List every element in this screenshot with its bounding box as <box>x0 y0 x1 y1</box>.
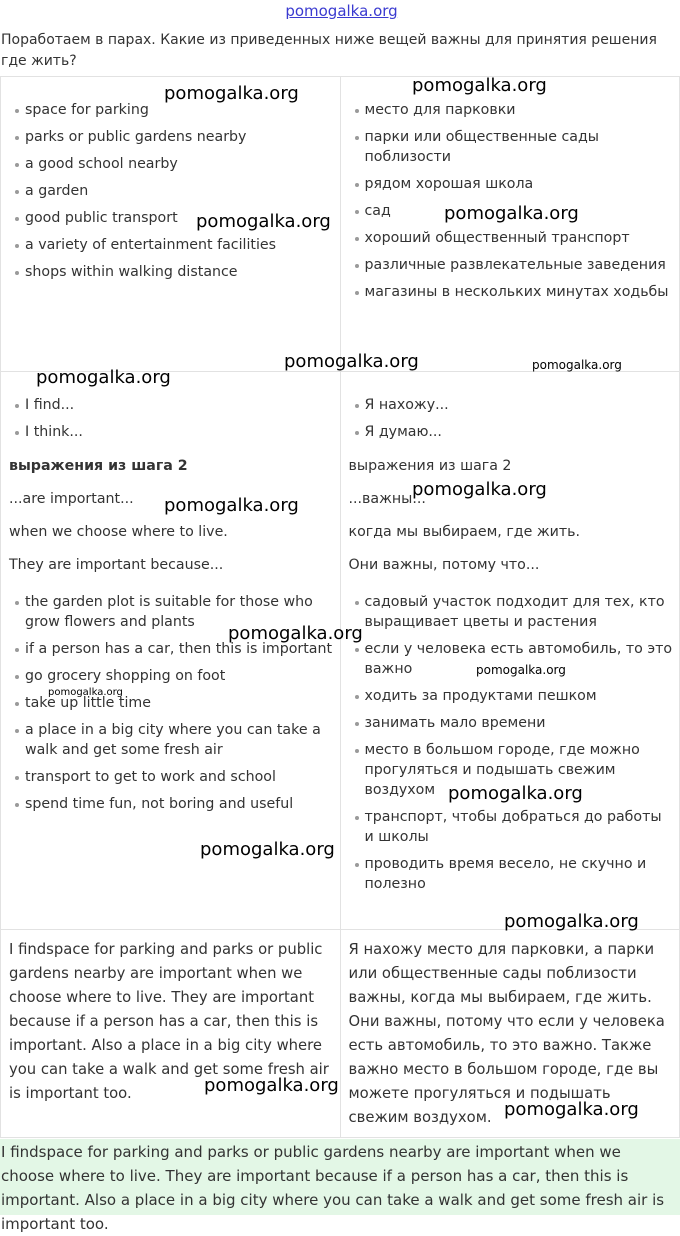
watermark: pomogalka.org <box>204 1075 339 1096</box>
list-item: Я нахожу... <box>349 395 674 415</box>
list-item: ходить за продуктами пешком <box>349 686 674 706</box>
list-item: spend time fun, not boring and useful <box>9 794 334 814</box>
list-item: если у человека есть автомобиль, то это важно <box>349 639 674 679</box>
watermark: pomogalka.org <box>504 1099 639 1120</box>
watermark: pomogalka.org <box>196 211 331 232</box>
list-item: транспорт, чтобы добраться до работы и школы <box>349 807 674 847</box>
vocabulary-russian-list <box>349 100 674 302</box>
watermark: pomogalka.org <box>412 479 547 500</box>
watermark: pomogalka.org <box>164 495 299 516</box>
list-item: хороший общественный транспорт <box>349 228 674 248</box>
phrases-table <box>0 76 680 1138</box>
expressions-heading: выражения из шага 2 <box>9 458 188 474</box>
watermark: pomogalka.org <box>200 839 335 860</box>
list-item: transport to get to work and school <box>9 767 334 787</box>
watermark: pomogalka.org <box>476 663 566 677</box>
list-item: if a person has a car, then this is important <box>9 639 334 659</box>
list-item: the garden plot is suitable for those who grow flowers and plants <box>9 592 334 632</box>
openers-russian-list <box>349 395 674 442</box>
list-item: good public transport <box>9 208 334 228</box>
list-item: рядом хорошая школа <box>349 174 674 194</box>
answer-box <box>0 1139 680 1233</box>
expression-line: They are important because... <box>9 557 224 573</box>
list-item: a variety of entertainment facilities <box>9 235 334 255</box>
answer-text: I findspace for parking and parks or public gardens nearby are important when we choose where to live. They are important because if a person has a car, then this is important. Also a place in a big city where you can take a walk and get some fresh air is important too. <box>1 1143 665 1233</box>
vocabulary-russian-cell <box>340 77 680 372</box>
watermark: pomogalka.org <box>532 358 622 372</box>
list-item: проводить время весело, не скучно и полезно <box>349 854 674 894</box>
expression-line: Они важны, потому что... <box>348 557 540 573</box>
vocabulary-english-list <box>9 100 334 282</box>
list-item: space for parking <box>9 100 334 120</box>
list-item: различные развлекательные заведения <box>349 255 674 275</box>
paragraph-english: I findspace for parking and parks or public gardens nearby are important when we choose where to live. They are important because if a person has a car, then this is important. Also a place in a big city where you can take a walk and get some fresh air is important too. <box>9 941 329 1102</box>
list-item: shops within walking distance <box>9 262 334 282</box>
list-item: a place in a big city where you can take a walk and get some fresh air <box>9 720 334 760</box>
list-item: a good school nearby <box>9 154 334 174</box>
vocabulary-english-cell <box>1 77 341 372</box>
expressions-english-cell <box>1 372 341 930</box>
list-item: a garden <box>9 181 334 201</box>
list-item: go grocery shopping on foot <box>9 666 334 686</box>
table-row-paragraph <box>1 930 680 1138</box>
watermark: pomogalka.org <box>164 83 299 104</box>
list-item: занимать мало времени <box>349 713 674 733</box>
table-row-expressions <box>1 372 680 930</box>
expression-line: ...важны... <box>348 491 426 507</box>
reasons-russian-list <box>349 592 674 894</box>
list-item: место в большом городе, где можно прогуляться и подышать свежим воздухом <box>349 740 674 800</box>
list-item: садовый участок подходит для тех, кто выращивает цветы и растения <box>349 592 674 632</box>
list-item: магазины в нескольких минутах ходьбы <box>349 282 674 302</box>
expression-line: when we choose where to live. <box>9 524 228 540</box>
list-item: сад <box>349 201 674 221</box>
watermark: pomogalka.org <box>48 687 123 698</box>
watermark: pomogalka.org <box>504 911 639 932</box>
list-item: I think... <box>9 422 334 442</box>
watermark: pomogalka.org <box>448 783 583 804</box>
site-brand-link[interactable]: pomogalka.org <box>285 2 398 20</box>
watermark: pomogalka.org <box>444 203 579 224</box>
openers-english-list <box>9 395 334 442</box>
table-row-vocabulary <box>1 77 680 372</box>
paragraph-russian: Я нахожу место для парковки, а парки или общественные сады поблизости важны, когда мы выбираем, где жить. Они важны, потому что если у человека есть автомобиль, то это важно. Также важно место в большом городе, где вы можете прогуляться и подышать свежим воздухом. <box>348 941 665 1126</box>
watermark: pomogalka.org <box>228 623 363 644</box>
watermark: pomogalka.org <box>412 75 547 96</box>
list-item: parks or public gardens nearby <box>9 127 334 147</box>
task-question: Поработаем в парах. Какие из приведенных ниже вещей важны для принятия решения где жить? <box>1 32 657 69</box>
reasons-english-list <box>9 592 334 814</box>
watermark: pomogalka.org <box>284 351 419 372</box>
list-item: место для парковки <box>349 100 674 120</box>
expression-line: когда мы выбираем, где жить. <box>348 524 580 540</box>
list-item: I find... <box>9 395 334 415</box>
list-item: парки или общественные сады поблизости <box>349 127 674 167</box>
paragraph-russian-cell <box>340 930 680 1138</box>
paragraph-english-cell <box>1 930 341 1138</box>
watermark: pomogalka.org <box>36 367 171 388</box>
expressions-heading: выражения из шага 2 <box>348 458 512 474</box>
list-item: take up little time <box>9 693 334 713</box>
expression-line: ...are important... <box>9 491 134 507</box>
expressions-russian-cell <box>340 372 680 930</box>
list-item: Я думаю... <box>349 422 674 442</box>
